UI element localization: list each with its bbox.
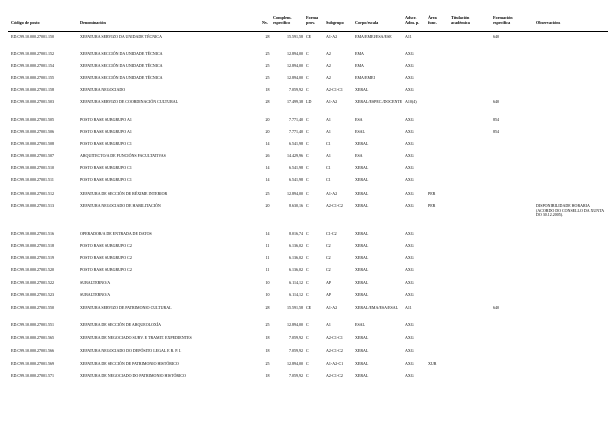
- cell-corpo: XERAL: [355, 141, 369, 146]
- cell-codigo: ED.C99.10.000.27001.513: [11, 203, 54, 208]
- cell-corpo: ESAL: [355, 129, 365, 134]
- cell-adscricion: AXG: [405, 361, 414, 366]
- cell-denominacion: XEFATURA NEGOCIADO: [80, 87, 126, 92]
- cell-adscricion: AXG: [405, 87, 414, 92]
- cell-corpo: ESAL: [355, 322, 365, 327]
- header-adscricion-line: Adscr.: [405, 15, 417, 20]
- cell-forma: C: [306, 165, 309, 170]
- cell-adscricion: A11: [405, 34, 412, 39]
- cell-complemento: 15.591,58: [287, 34, 303, 39]
- cell-nivel: 18: [265, 373, 270, 378]
- cell-forma: C: [306, 292, 309, 297]
- cell-codigo: ED.C99.10.000.27001.523: [11, 292, 54, 297]
- cell-formacion: 640: [493, 99, 499, 104]
- cell-nivel: 25: [265, 75, 270, 80]
- cell-denominacion: XEFATURA DE NEGOCIADO SUBV. E TRAMIT. EXPEDIENTES: [80, 335, 192, 340]
- cell-codigo: ED.C99.10.000.27001.508: [11, 141, 54, 146]
- cell-forma: LD: [306, 99, 312, 104]
- cell-denominacion: XEFATURA SECCIÓN DA UNIDADE TÉCNICA: [80, 51, 163, 56]
- cell-subgrupo: A1: [326, 322, 331, 327]
- cell-denominacion: XEFATURA SERVIZO DE PATRIMONIO CULTURAL: [80, 305, 172, 310]
- header-observacions-label: Observacións: [536, 20, 561, 25]
- cell-adscricion: AXG: [405, 129, 414, 134]
- cell-forma: C: [306, 141, 309, 146]
- cell-denominacion: XEFATURA DE SECCIÓN DE ARQUEOLOXÍA: [80, 322, 162, 327]
- cell-corpo: EMA: [355, 51, 364, 56]
- cell-corpo: XERAL: [355, 255, 369, 260]
- cell-denominacion: XEFATURA DE SECCIÓN DE PATRIMONIO HISTÓRICO: [80, 361, 179, 366]
- cell-denominacion: SUBALTERNO/A: [80, 280, 111, 285]
- cell-adscricion: AXG: [405, 177, 414, 182]
- cell-codigo: ED.C99.10.000.27001.512: [11, 191, 54, 196]
- cell-subgrupo: A2-C1-C1: [326, 335, 343, 340]
- cell-complemento: 7.059,92: [289, 87, 303, 92]
- cell-adscricion: AXG: [405, 75, 414, 80]
- cell-forma: C: [306, 75, 309, 80]
- cell-complemento: 7.059,92: [289, 335, 303, 340]
- cell-codigo: ED.C99.10.000.27001.522: [11, 280, 54, 285]
- cell-adscricion: AXG: [405, 335, 414, 340]
- cell-nivel: 18: [265, 87, 270, 92]
- cell-nivel: 14: [265, 165, 270, 170]
- cell-corpo: XERAL: [355, 203, 369, 208]
- cell-corpo: XERAL: [355, 191, 369, 196]
- cell-observacions: DISPONIBILIDADE HORARIA (ACORDO DO CONSELLO DA XUNTA DO 30.12.2005).: [536, 203, 604, 218]
- cell-denominacion: POSTO BASE SUBGRUPO C1: [80, 165, 132, 170]
- cell-denominacion: POSTO BASE SUBGRUPO C2: [80, 243, 132, 248]
- cell-denominacion: OPERADOR/A DE ENTRADA DE DATOS: [80, 231, 152, 236]
- cell-codigo: ED.C99.10.000.27001.518: [11, 243, 54, 248]
- cell-subgrupo: A2-C1-C2: [326, 203, 343, 208]
- cell-forma: C: [306, 63, 309, 68]
- cell-corpo: ESA: [355, 153, 363, 158]
- header-area-line: Área: [428, 15, 437, 20]
- cell-area: PER: [428, 191, 436, 196]
- cell-subgrupo: A2: [326, 75, 331, 80]
- cell-complemento: 7.771,40: [289, 117, 303, 122]
- cell-adscricion: AXG: [405, 141, 414, 146]
- cell-corpo: XERAL: [355, 231, 369, 236]
- cell-complemento: 17.499,38: [287, 99, 303, 104]
- cell-nivel: 11: [265, 243, 270, 248]
- cell-denominacion: XEFATURA DE NEGOCIADO DO PATRIMONIO HISTÓRICO: [80, 373, 186, 378]
- cell-nivel: 11: [265, 255, 270, 260]
- cell-adscricion: AXG: [405, 280, 414, 285]
- header-titulacion: [451, 16, 495, 25]
- cell-forma: C: [306, 243, 309, 248]
- cell-forma: C: [306, 51, 309, 56]
- cell-adscricion: AXG: [405, 117, 414, 122]
- cell-subgrupo: A1-A2: [326, 34, 338, 39]
- cell-subgrupo: AP: [326, 292, 332, 297]
- cell-adscricion: AXG: [405, 191, 414, 196]
- cell-forma: C: [306, 129, 309, 134]
- cell-adscricion: AXG: [405, 243, 414, 248]
- cell-nivel: 25: [265, 51, 270, 56]
- header-rule: [8, 31, 608, 32]
- cell-codigo: ED.C99.10.000.27001.519: [11, 255, 54, 260]
- cell-subgrupo: A2-C1-C2: [326, 373, 343, 378]
- cell-subgrupo: A1: [326, 153, 331, 158]
- cell-forma: C: [306, 267, 309, 272]
- cell-nivel: 14: [265, 141, 270, 146]
- header-titulacion-line: académica: [451, 19, 470, 25]
- cell-forma: C: [306, 231, 309, 236]
- cell-adscricion: AXG: [405, 165, 414, 170]
- cell-complemento: 12.894,00: [287, 63, 303, 68]
- cell-codigo: ED.C99.10.000.27001.503: [11, 99, 54, 104]
- cell-corpo: XERAL: [355, 87, 369, 92]
- cell-forma: C: [306, 191, 309, 196]
- cell-complemento: 12.894,00: [287, 191, 303, 196]
- cell-subgrupo: C1: [326, 141, 331, 146]
- cell-denominacion: POSTO BASE SUBGRUPO C1: [80, 141, 132, 146]
- cell-subgrupo: A1-A2: [326, 99, 338, 104]
- cell-nivel: 20: [265, 129, 270, 134]
- cell-corpo: XERAL: [355, 292, 369, 297]
- cell-denominacion: XEFATURA NEGOCIADO DE HABILITACIÓN: [80, 203, 161, 208]
- cell-nivel: 28: [265, 34, 270, 39]
- header-formacion: [493, 16, 535, 25]
- cell-adscricion: A11: [405, 305, 412, 310]
- header-codigo-label: Código de posto: [11, 20, 40, 25]
- cell-corpo: EMA/EMEI/ESA/ESE: [355, 34, 392, 39]
- cell-denominacion: XEFATURA SECCIÓN DA UNIDADE TÉCNICA: [80, 63, 163, 68]
- cell-corpo: XERAL: [355, 280, 369, 285]
- cell-complemento: 12.894,00: [287, 361, 303, 366]
- cell-codigo: ED.C99.10.000.27001.150: [11, 34, 54, 39]
- cell-complemento: 14.429,96: [287, 153, 303, 158]
- cell-complemento: 6.114,12: [289, 292, 303, 297]
- cell-subgrupo: A1-A2-C1: [326, 361, 344, 366]
- cell-adscricion: AXG: [405, 231, 414, 236]
- cell-forma: C: [306, 335, 309, 340]
- cell-denominacion: XEFATURA SERVIZO DA UNIDADE TÉCNICA: [80, 34, 162, 39]
- cell-corpo: XERAL: [355, 165, 369, 170]
- cell-codigo: ED.C99.10.000.27001.516: [11, 231, 54, 236]
- cell-subgrupo: A2: [326, 51, 331, 56]
- header-observacions: [536, 21, 612, 26]
- cell-subgrupo: A2-C1-C2: [326, 348, 343, 353]
- cell-formacion: 640: [493, 34, 499, 39]
- cell-complemento: 8.016,74: [289, 231, 303, 236]
- cell-nivel: 25: [265, 191, 270, 196]
- cell-forma: C: [306, 361, 309, 366]
- cell-forma: CE: [306, 34, 312, 39]
- cell-denominacion: POSTO BASE SUBGRUPO A1: [80, 129, 132, 134]
- cell-adscricion: AXG: [405, 348, 414, 353]
- cell-codigo: ED.C99.10.000.27001.507: [11, 153, 54, 158]
- cell-nivel: 11: [265, 267, 270, 272]
- cell-denominacion: POSTO BASE SUBGRUPO C2: [80, 267, 132, 272]
- header-forma-line: prov.: [306, 19, 316, 25]
- cell-adscricion: AXG: [405, 373, 414, 378]
- cell-denominacion: XEFATURA SECCIÓN DA UNIDADE TÉCNICA: [80, 75, 163, 80]
- cell-forma: C: [306, 255, 309, 260]
- cell-corpo: EMA: [355, 63, 364, 68]
- cell-area: XUR: [428, 361, 437, 366]
- cell-complemento: 6.541,98: [289, 141, 303, 146]
- header-titulacion-line: Titulación: [451, 15, 470, 20]
- cell-complemento: 12.894,00: [287, 51, 303, 56]
- header-subgrupo-label: Subgrupo: [326, 20, 344, 25]
- cell-corpo: XERAL: [355, 373, 369, 378]
- cell-subgrupo: C1: [326, 177, 331, 182]
- cell-corpo: EMA/EMEI: [355, 75, 375, 80]
- header-area-line: func.: [428, 19, 437, 25]
- cell-denominacion: ARQUITECTO/A DE FUNCIÓNS FACULTATIVAS: [80, 153, 166, 158]
- cell-subgrupo: C1: [326, 165, 331, 170]
- cell-codigo: ED.C99.10.000.27001.154: [11, 63, 54, 68]
- cell-complemento: 7.059,92: [289, 373, 303, 378]
- cell-codigo: ED.C99.10.000.27001.550: [11, 305, 54, 310]
- cell-denominacion: XEFATURA SERVIZO DE COORDINACIÓN CULTURAL: [80, 99, 179, 104]
- cell-formacion: 854: [493, 129, 499, 134]
- cell-formacion: 640: [493, 305, 499, 310]
- cell-denominacion: POSTO BASE SUBGRUPO A1: [80, 117, 132, 122]
- cell-codigo: ED.C99.10.000.27001.505: [11, 117, 54, 122]
- cell-codigo: ED.C99.10.000.27001.566: [11, 348, 54, 353]
- cell-nivel: 25: [265, 361, 270, 366]
- cell-corpo: XERAL: [355, 335, 369, 340]
- cell-nivel: 25: [265, 63, 270, 68]
- cell-formacion: 854: [493, 117, 499, 122]
- header-corpo-label: Corpo/escala: [355, 20, 379, 25]
- cell-subgrupo: C1-C2: [326, 231, 337, 236]
- cell-forma: C: [306, 153, 309, 158]
- cell-adscricion: AXG: [405, 203, 414, 208]
- cell-codigo: ED.C99.10.000.27001.152: [11, 51, 54, 56]
- cell-adscricion: AXG: [405, 292, 414, 297]
- cell-codigo: ED.C99.10.000.27001.155: [11, 75, 54, 80]
- cell-nivel: 28: [265, 99, 270, 104]
- cell-complemento: 6.541,98: [289, 165, 303, 170]
- cell-nivel: 28: [265, 305, 270, 310]
- cell-codigo: ED.C99.10.000.27001.511: [11, 177, 54, 182]
- cell-complemento: 6.114,12: [289, 280, 303, 285]
- cell-adscricion: AXG: [405, 322, 414, 327]
- cell-codigo: ED.C99.10.000.27001.520: [11, 267, 54, 272]
- cell-forma: C: [306, 87, 309, 92]
- cell-nivel: 10: [265, 280, 270, 285]
- cell-denominacion: POSTO BASE SUBGRUPO C2: [80, 255, 132, 260]
- cell-codigo: ED.C99.10.000.27001.569: [11, 361, 54, 366]
- cell-forma: C: [306, 203, 309, 208]
- header-formacion-line: Formación: [493, 15, 513, 20]
- cell-codigo: ED.C99.10.000.27001.510: [11, 165, 54, 170]
- cell-forma: C: [306, 348, 309, 353]
- cell-complemento: 7.771,40: [289, 129, 303, 134]
- cell-adscricion: A10(4): [405, 99, 417, 104]
- cell-adscricion: AXG: [405, 51, 414, 56]
- cell-codigo: ED.C99.10.000.27001.571: [11, 373, 54, 378]
- cell-subgrupo: AP: [326, 280, 332, 285]
- cell-area: PER: [428, 203, 436, 208]
- cell-complemento: 7.059,92: [289, 348, 303, 353]
- cell-forma: C: [306, 117, 309, 122]
- cell-forma: C: [306, 373, 309, 378]
- cell-corpo: XERAL: [355, 177, 369, 182]
- cell-nivel: 18: [265, 335, 270, 340]
- cell-complemento: 6.136,02: [289, 267, 303, 272]
- header-denominacion: [80, 21, 264, 26]
- cell-nivel: 14: [265, 231, 270, 236]
- header-forma-line: Forma: [306, 15, 319, 20]
- header-nivel-line: Nv.: [262, 20, 268, 25]
- cell-complemento: 15.591,58: [287, 305, 303, 310]
- cell-complemento: 12.894,00: [287, 322, 303, 327]
- cell-subgrupo: A2: [326, 63, 331, 68]
- cell-adscricion: AXG: [405, 63, 414, 68]
- cell-subgrupo: A1: [326, 129, 331, 134]
- cell-nivel: 20: [265, 117, 270, 122]
- cell-corpo: ESA: [355, 117, 363, 122]
- cell-subgrupo: C2: [326, 243, 331, 248]
- cell-denominacion: XEFATURA NEGOCIADO DO DEPÓSITO LEGAL E R. P. I.: [80, 348, 182, 353]
- cell-denominacion: SUBALTERNO/A: [80, 292, 111, 297]
- cell-complemento: 6.136,02: [289, 243, 303, 248]
- cell-complemento: 12.894,00: [287, 75, 303, 80]
- cell-corpo: XERAL/EMA/ESA/ESAL: [355, 305, 399, 310]
- cell-corpo: XERAL: [355, 348, 369, 353]
- cell-codigo: ED.C99.10.000.27001.158: [11, 87, 54, 92]
- cell-subgrupo: C2: [326, 255, 331, 260]
- cell-subgrupo: A2-C1-C1: [326, 87, 343, 92]
- header-complemento-line: Complem.: [273, 15, 292, 20]
- header-denominacion-label: Denominación: [80, 20, 106, 25]
- cell-complemento: 6.136,02: [289, 255, 303, 260]
- header-complemento: [273, 16, 307, 25]
- cell-nivel: 10: [265, 292, 270, 297]
- cell-corpo: XERAL: [355, 361, 369, 366]
- cell-corpo: XERAL/ESPEC./DOCENTE: [355, 99, 403, 104]
- cell-adscricion: AXG: [405, 255, 414, 260]
- cell-nivel: 26: [265, 153, 270, 158]
- cell-corpo: XERAL: [355, 267, 369, 272]
- cell-nivel: 20: [265, 203, 270, 208]
- cell-subgrupo: A1: [326, 117, 331, 122]
- cell-forma: C: [306, 280, 309, 285]
- cell-codigo: ED.C99.10.000.27001.565: [11, 335, 54, 340]
- header-formacion-line: específica: [493, 19, 511, 25]
- cell-adscricion: AXG: [405, 267, 414, 272]
- cell-nivel: 18: [265, 348, 270, 353]
- cell-complemento: 8.630,16: [289, 203, 303, 208]
- cell-subgrupo: C2: [326, 267, 331, 272]
- header-subgrupo: [326, 21, 356, 26]
- header-corpo: [355, 21, 404, 26]
- cell-subgrupo: A1-A2: [326, 305, 338, 310]
- header-forma: [306, 16, 325, 25]
- cell-forma: C: [306, 322, 309, 327]
- cell-codigo: ED.C99.10.000.27001.551: [11, 322, 54, 327]
- cell-adscricion: AXG: [405, 153, 414, 158]
- cell-nivel: 25: [265, 322, 270, 327]
- cell-nivel: 14: [265, 177, 270, 182]
- header-codigo: [11, 21, 77, 26]
- header-complemento-line: específico: [273, 19, 291, 25]
- cell-codigo: ED.C99.10.000.27001.506: [11, 129, 54, 134]
- cell-denominacion: XEFATURA DE SECCIÓN DE RÉXIME INTERIOR: [80, 191, 168, 196]
- cell-complemento: 6.541,98: [289, 177, 303, 182]
- cell-subgrupo: A1-A2: [326, 191, 338, 196]
- header-area: [428, 16, 452, 25]
- header-adscricion-line: Adm. p.: [405, 19, 420, 25]
- cell-forma: CE: [306, 305, 312, 310]
- cell-denominacion: POSTO BASE SUBGRUPO C1: [80, 177, 132, 182]
- cell-corpo: XERAL: [355, 243, 369, 248]
- cell-forma: C: [306, 177, 309, 182]
